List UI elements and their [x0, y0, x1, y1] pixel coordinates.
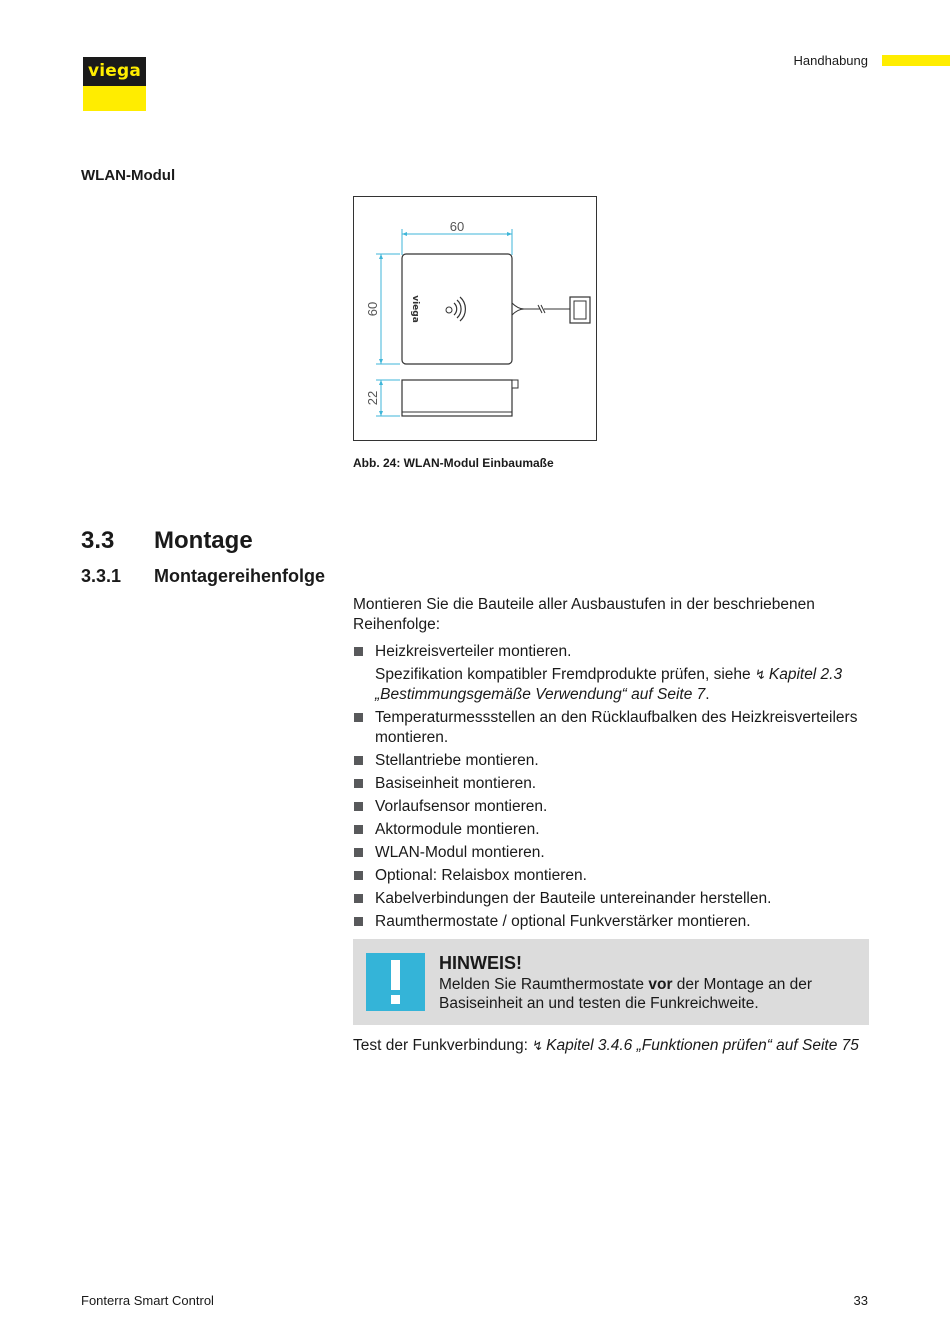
step-text: Vorlaufsensor montieren. — [375, 798, 548, 815]
step-text: Raumthermostate / optional Funkverstärker montieren. — [375, 913, 751, 930]
subsection-number: 3.3.1 — [81, 566, 122, 586]
step-text: Kabelverbindungen der Bauteile untereinander herstellen. — [375, 890, 772, 907]
chapter-link[interactable]: ↯ Kapitel 2.3 „Bestimmungsgemäße Verwendung“ auf Seite 7 — [375, 666, 843, 703]
list-item — [353, 708, 869, 748]
figure-caption: Abb. 24: WLAN-Modul Einbaumaße — [353, 456, 554, 470]
step-note: Spezifikation kompatibler Fremdprodukte prüfen, siehe ↯ Kapitel 2.3 „Bestimmungsgemäße Verwendung“ auf Seite 7. — [375, 666, 843, 703]
reference-arrow-icon: ↯ — [532, 1038, 544, 1053]
header-section-label: Handhabung — [793, 53, 868, 68]
footer-product-name: Fonterra Smart Control — [81, 1293, 214, 1308]
list-item — [353, 751, 869, 771]
depth-dimension-label: 22 — [365, 390, 380, 406]
subsection-title: Montagereihenfolge — [154, 566, 326, 586]
step-text: Aktormodule montieren. — [375, 821, 540, 838]
list-item — [353, 774, 869, 794]
list-item — [353, 912, 869, 932]
mounting-steps-list — [353, 642, 869, 935]
step-text: Basiseinheit montieren. — [375, 775, 537, 792]
square-bullet-icon — [354, 894, 363, 903]
footer-page-number: 33 — [853, 1293, 868, 1308]
section-number: 3.3 — [81, 527, 115, 554]
module-side-view — [402, 380, 512, 416]
list-item — [353, 797, 869, 817]
step-text: WLAN-Modul montieren. — [375, 844, 545, 861]
height-dimension-label: 60 — [365, 301, 380, 317]
intro-paragraph: Montieren Sie die Bauteile aller Ausbaustufen in der beschriebenen Reihenfolge: — [353, 596, 815, 633]
square-bullet-icon — [354, 917, 363, 926]
logo-yellow-block — [83, 86, 146, 111]
subheading-wlan-modul: WLAN-Modul — [81, 167, 176, 184]
exclamation-icon — [366, 953, 425, 1011]
header-yellow-bar — [882, 55, 950, 66]
step-text: Stellantriebe montieren. — [375, 752, 539, 769]
square-bullet-icon — [354, 779, 363, 788]
width-dimension-label: 60 — [449, 219, 465, 234]
square-bullet-icon — [354, 802, 363, 811]
dimension-drawing — [354, 197, 596, 440]
section-title: Montage — [154, 527, 253, 554]
list-item — [353, 843, 869, 863]
step-text: Temperaturmessstellen an den Rücklaufbalken des Heizkreisverteilers montieren. — [375, 709, 858, 746]
square-bullet-icon — [354, 756, 363, 765]
square-bullet-icon — [354, 713, 363, 722]
chapter-link[interactable]: ↯ Kapitel 3.4.6 „Funktionen prüfen“ auf Seite 75 — [532, 1037, 859, 1054]
viega-logo — [83, 57, 146, 111]
step-text: Heizkreisverteiler montieren. — [375, 643, 572, 660]
list-item — [353, 866, 869, 886]
list-item — [353, 820, 869, 840]
square-bullet-icon — [354, 825, 363, 834]
logo-text: viega — [83, 57, 146, 86]
device-logo-text: viega — [410, 295, 420, 323]
list-item — [353, 642, 869, 705]
cable — [512, 303, 540, 309]
wlan-module-drawing — [353, 196, 597, 441]
reference-arrow-icon: ↯ — [754, 667, 766, 682]
step-text: Optional: Relaisbox montieren. — [375, 867, 587, 884]
notice-text: Melden Sie Raumthermostate vor der Montage an der Basiseinheit an und testen die Funkreichweite. — [439, 976, 813, 1012]
radio-test-paragraph: Test der Funkverbindung: ↯ Kapitel 3.4.6 „Funktionen prüfen“ auf Seite 75 — [353, 1037, 859, 1054]
notice-title: HINWEIS! — [439, 953, 522, 973]
square-bullet-icon — [354, 647, 363, 656]
list-item — [353, 889, 869, 909]
square-bullet-icon — [354, 848, 363, 857]
square-bullet-icon — [354, 871, 363, 880]
notice-box — [353, 939, 869, 1025]
